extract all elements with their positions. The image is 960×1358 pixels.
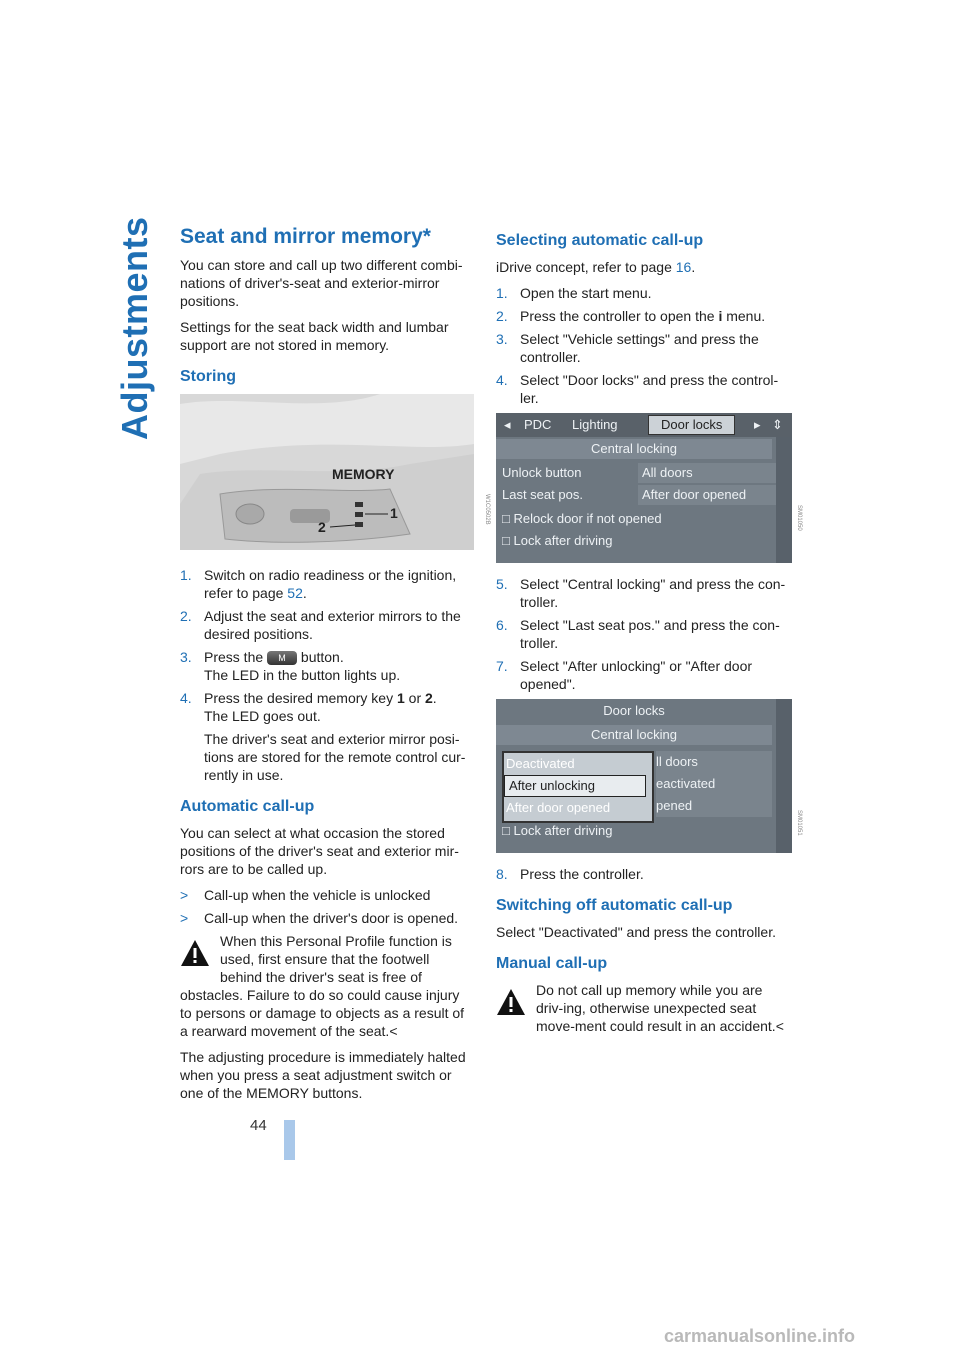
page-number: 44 <box>250 1117 267 1134</box>
step-6: 6. Select "Last seat pos." and press the con-troller. <box>496 617 780 651</box>
checkbox-icon[interactable]: □ <box>502 511 510 526</box>
seat-memory-figure <box>180 394 490 554</box>
tab-lighting[interactable]: Lighting <box>572 417 618 432</box>
memory-m-button-icon: M <box>267 651 297 665</box>
memory-label: MEMORY <box>332 466 395 482</box>
page-link-52[interactable]: 52 <box>287 585 303 601</box>
option-after-unlocking[interactable]: After unlocking <box>504 775 646 797</box>
watermark-footer: carmanualsonline.info <box>664 1326 856 1346</box>
memory-key-1: 1 <box>390 505 398 521</box>
page-bar <box>284 1120 295 1160</box>
switch-off-text: Select "Deactivated" and press the controller. <box>496 924 776 940</box>
page-link-16[interactable]: 16 <box>675 259 692 275</box>
warning-icon <box>496 987 526 1017</box>
option-after-door-opened[interactable]: After door opened <box>506 800 611 815</box>
info-icon: i <box>718 308 723 324</box>
idrive-text: iDrive concept, refer to page 16. <box>496 259 696 275</box>
step-2: 2. Adjust the seat and exterior mirrors to the desired positions. <box>180 608 461 642</box>
switch-off-heading: Switching off automatic call-up <box>496 897 733 914</box>
chapter-side-title: Adjustments <box>114 216 155 440</box>
intro-paragraph-1: You can store and call up two different combi-nations of driver's-seat and exterior-mirror positions. <box>180 257 463 309</box>
storing-heading: Storing <box>180 368 236 385</box>
memory-key-2: 2 <box>318 519 326 535</box>
screen2-code: SM01051 <box>796 810 802 836</box>
step-1: 1. Switch on radio readiness or the ignition, refer to page 52. <box>180 567 457 601</box>
central-locking-header[interactable]: Central locking <box>591 441 677 456</box>
step-4: 4. Select "Door locks" and press the control-ler. <box>496 372 779 406</box>
step-8: 8. Press the controller. <box>496 866 644 882</box>
warning-icon <box>180 938 210 968</box>
checkbox-icon[interactable]: □ <box>502 823 510 838</box>
step-1: 1. Open the start menu. <box>496 285 652 301</box>
intro-paragraph-2: Settings for the seat back width and lumbar support are not stored in memory. <box>180 319 449 353</box>
step-4: 4. Press the desired memory key 1 or 2. The LED goes out. The driver's seat and exterior mirror posi-tions are stored for the remote control cur-rently in use. <box>180 690 466 783</box>
scroll-icon: ⇕ <box>772 417 783 432</box>
last-seat-pos-row[interactable]: Last seat pos. <box>502 487 583 502</box>
select-callup-heading: Selecting automatic call-up <box>496 232 704 249</box>
bullet-item: > Call-up when the driver's door is opened. <box>180 910 459 926</box>
step-3: 3. Select "Vehicle settings" and press the controller. <box>496 331 759 365</box>
unlock-button-row[interactable]: Unlock button <box>502 465 582 480</box>
tab-door-locks[interactable]: Door locks <box>648 415 735 435</box>
step-5: 5. Select "Central locking" and press the con-troller. <box>496 576 786 610</box>
left-column <box>180 225 490 1110</box>
automatic-callup-text: You can select at what occasion the stored positions of the driver's seat and exterior mir-rors are to be called up. <box>180 825 459 877</box>
option-deactivated[interactable]: Deactivated <box>506 756 575 771</box>
manual-warning-note: Do not call up memory while you are driv-ing, otherwise unexpected seat move-ment could result in an accident.< <box>496 981 792 1035</box>
halt-text: The adjusting procedure is immediately halted when you press a seat adjustment switch or one of the MEMORY buttons. <box>180 1049 466 1101</box>
manual-callup-heading: Manual call-up <box>496 955 608 972</box>
automatic-callup-heading: Automatic call-up <box>180 798 315 815</box>
tab-pdc[interactable]: PDC <box>524 417 552 432</box>
checkbox-icon[interactable]: □ <box>502 533 510 548</box>
door-locks-header[interactable]: Door locks <box>603 703 665 718</box>
right-column <box>496 232 792 1043</box>
screen1-code: SM01050 <box>796 505 802 531</box>
figure-code: W1C0502B <box>484 494 490 525</box>
step-7: 7. Select "After unlocking" or "After door opened". <box>496 658 753 692</box>
step-2: 2. Press the controller to open the i menu. <box>496 308 766 324</box>
step-3: 3. Press the M button. The LED in the button lights up. <box>180 649 401 683</box>
bullet-item: > Call-up when the vehicle is unlocked <box>180 887 431 903</box>
idrive-screen-central-locking: Door locks Central locking Deactivated After unlocking After door opened ll doors eactivated pened □ Lock after driving <box>496 699 792 853</box>
section-title: Seat and mirror memory* <box>180 225 431 248</box>
warning-note: When this Personal Profile function is used, first ensure that the footwell behind the driver's seat is free of obstacles. Failure to do so could cause injury to persons or damage to objects as a result of a rearward movement of the seat.< <box>180 933 465 1039</box>
idrive-screen-door-locks: ◂ PDC Lighting Door locks ▸ ⇕ Central locking Unlock button All doors Last seat pos. After door opened □ Relock door if not opened □ Lock after driving <box>496 413 792 563</box>
